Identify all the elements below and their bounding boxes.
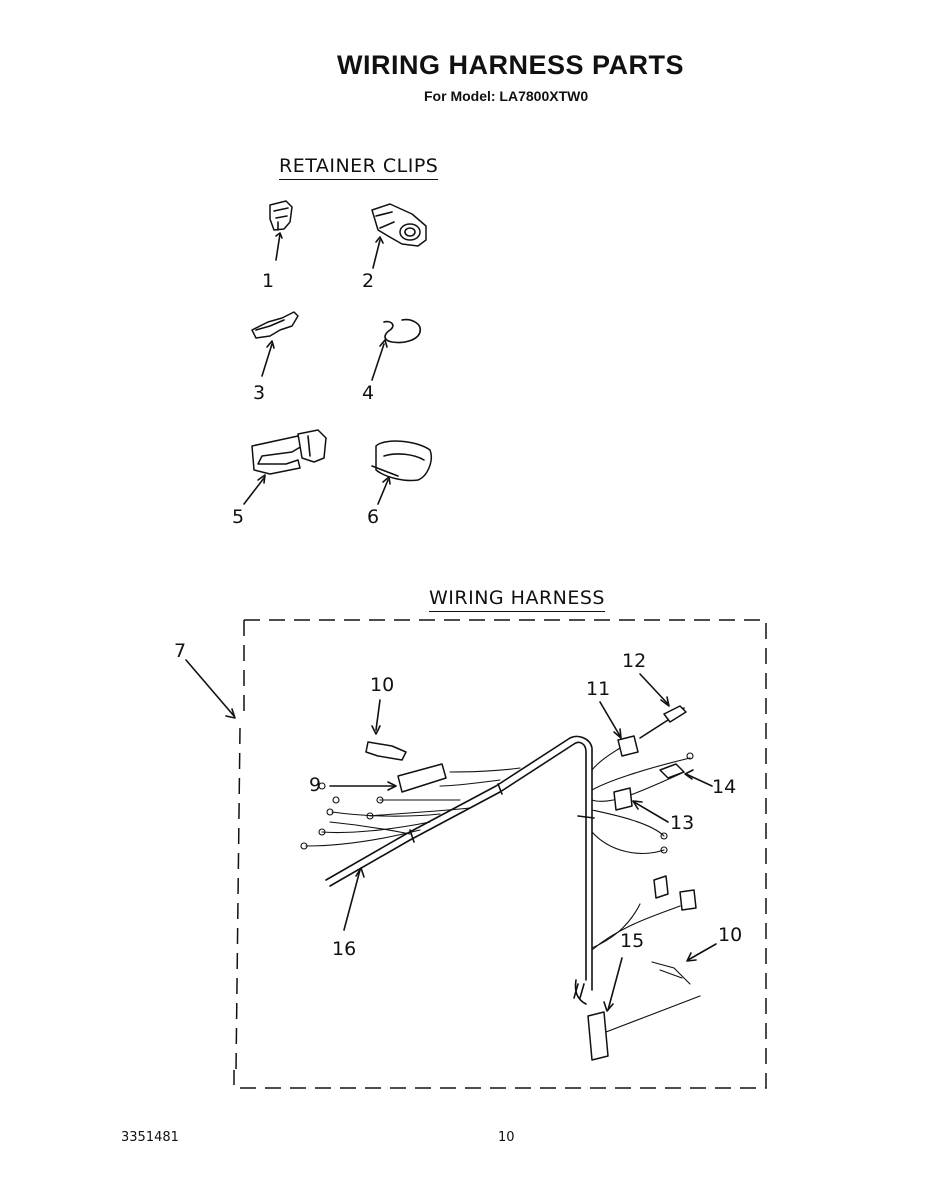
callout-3: 3: [253, 382, 266, 404]
clip-1-drawing: [270, 201, 292, 260]
callout-12: 12: [622, 650, 647, 672]
harness-trunk-drawing: [301, 706, 700, 1060]
document-number: 3351481: [121, 1130, 179, 1145]
callout-16: 16: [332, 938, 357, 960]
wiring-harness-heading: WIRING HARNESS: [429, 587, 605, 609]
callout-14: 14: [712, 776, 737, 798]
clip-4-drawing: [372, 320, 420, 380]
clip-5-drawing: [244, 430, 326, 504]
retainer-clips-heading: RETAINER CLIPS: [279, 155, 439, 177]
callout-13: 13: [670, 812, 695, 834]
model-subtitle: For Model: LA7800XTW0: [424, 88, 589, 104]
clip-6-drawing: [372, 441, 431, 504]
leader-7: [186, 660, 234, 716]
callout-10-upper: 10: [370, 674, 395, 696]
page-title: WIRING HARNESS PARTS: [336, 50, 684, 80]
callout-10-lower: 10: [718, 924, 743, 946]
clip-2-drawing: [372, 204, 426, 268]
callout-4: 4: [362, 382, 375, 404]
clip-3-drawing: [252, 312, 298, 376]
callout-6: 6: [367, 506, 380, 528]
callout-9: 9: [309, 774, 322, 796]
callout-5: 5: [232, 506, 245, 528]
harness-leaders: [330, 674, 716, 1011]
harness-frame: [234, 620, 766, 1088]
callout-2: 2: [362, 270, 375, 292]
callout-1: 1: [262, 270, 275, 292]
callout-11: 11: [586, 678, 611, 700]
callout-15: 15: [620, 930, 645, 952]
callout-7: 7: [174, 640, 187, 662]
page-number: 10: [498, 1130, 515, 1145]
